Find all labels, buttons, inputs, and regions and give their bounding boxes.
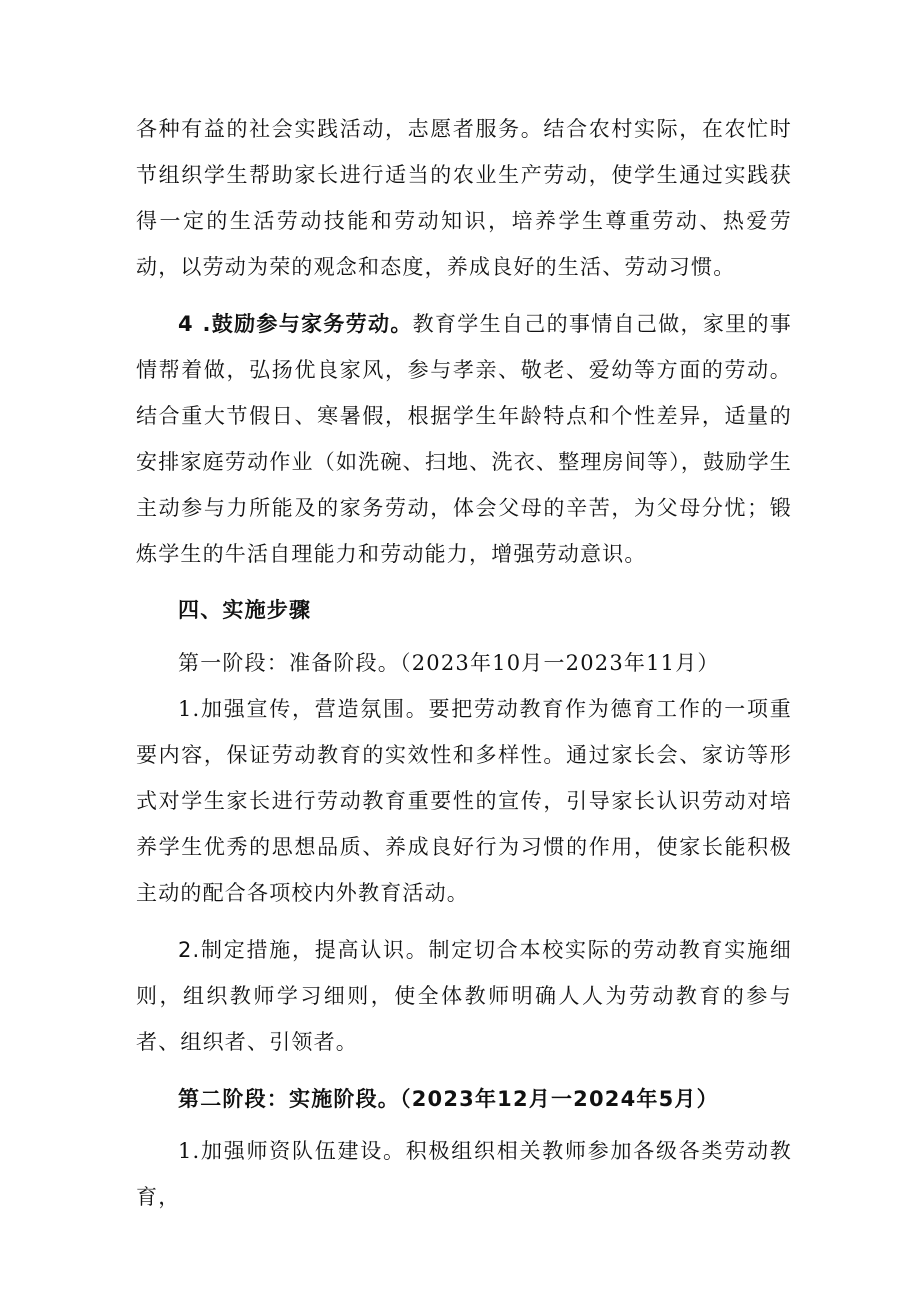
paragraph-housework bbox=[136, 301, 792, 577]
measures-number: 2. bbox=[178, 938, 201, 962]
housework-lead: 4 .鼓励参与家务劳动。 bbox=[178, 312, 413, 336]
paragraph-teacher-team: 1.加强师资队伍建设。积极组织相关教师参加各级各类劳动教育， bbox=[136, 1139, 792, 1209]
section-heading-implementation-steps: 四、实施步骤 bbox=[178, 598, 312, 622]
paragraph-social-practice: 各种有益的社会实践活动，志愿者服务。结合农村实际，在农忙时节组织学生帮助家长进行适当的农业生产劳动，使学生通过实践获得一定的生活劳动技能和劳动知识，培养学生尊重劳动、热爱劳动，以劳动为荣的观念和态度，养成良好的生活、劳动习惯。 bbox=[136, 117, 792, 279]
stage-one-title: 第一阶段：准备阶段。（2023年10月一2023年11月） bbox=[178, 651, 720, 675]
stage-two-title: 第二阶段：实施阶段。（2023年12月一2024年5月） bbox=[178, 1087, 719, 1111]
paragraph-measures bbox=[136, 927, 792, 1065]
measures-body: 制定措施，提高认识。制定切合本校实际的劳动教育实施细则，组织教师学习细则，使全体教师明确人人为劳动教育的参与者、组织者、引领者。 bbox=[136, 938, 792, 1054]
housework-body: 教育学生自己的事情自己做，家里的事情帮着做，弘扬优良家风，参与孝亲、敬老、爱幼等方面的劳动。结合重大节假日、寒暑假，根据学生年龄特点和个性差异，适量的安排家庭劳动作业（如洗碗、扫地、洗衣、整理房间等），鼓励学生主动参与力所能及的家务劳动，体会父母的辛苦，为父母分忧；锻炼学生的牛活自理能力和劳动能力，增强劳动意识。 bbox=[136, 312, 792, 566]
document-page bbox=[136, 106, 792, 1231]
paragraph-publicity: 1.加强宣传，营造氛围。要把劳动教育作为德育工作的一项重要内容，保证劳动教育的实效性和多样性。通过家长会、家访等形式对学生家长进行劳动教育重要性的宣传，引导家长认识劳动对培养学生优秀的思想品质、养成良好行为习惯的作用，使家长能积极主动的配合各项校内外教育活动。 bbox=[136, 697, 792, 905]
